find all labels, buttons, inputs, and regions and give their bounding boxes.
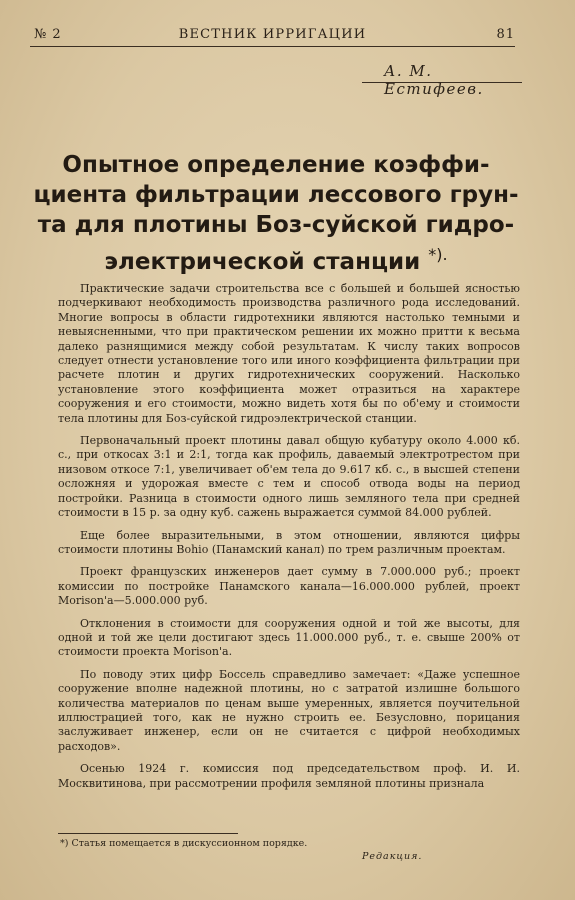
paragraph: Практические задачи строительства все с большей и большей ясностью подчеркивают необходимость производства различного рода исследований. Многие вопросы в области гидротехники являются настолько темными и невыясненными, что при практическом решении их можно притти к весьма далеко разнящимися между собой результатам. К числу таких вопросов следует отнести установление того или иного коэффициента фильтрации при расчете плотин и других гидротехнических сооружений. Насколько установление этого коэффициента может отразиться на характере сооружения и его стоимости, можно видеть хотя бы по об'ему и стоимости тела плотины для Боз-суйской гидроэлектрической станции.: [58, 282, 520, 425]
title-line: циента фильтрации лессового грун-: [33, 182, 519, 208]
issue-number: № 2: [34, 27, 62, 42]
title-line-text: электрической станции: [104, 249, 421, 275]
paragraph: Осенью 1924 г. комиссия под председательством проф. И. И. Москвитинова, при рассмотрении профиля земляной плотины признала: [58, 762, 520, 790]
title-line: Опытное определение коэффи-: [62, 152, 490, 178]
article-body: [58, 282, 520, 799]
article-title: [26, 150, 526, 277]
page-number: 81: [496, 27, 515, 42]
footnote-text: *) Статья помещается в дискуссионном порядке.: [60, 838, 308, 849]
footnote-signature: Редакция.: [362, 851, 423, 862]
author-block: [362, 60, 522, 98]
footnote-rule: [58, 833, 238, 834]
paragraph: По поводу этих цифр Боссель справедливо замечает: «Даже успешное сооружение вполне надежной плотины, но с затратой излишне большого количества материалов по ценам выше умеренных, является поучительной иллюстрацией того, как не нужно строить ее. Безусловно, порицания заслуживает инженер, если он не считается с цифрой необходимых расходов».: [58, 667, 520, 753]
title-line: [26, 240, 526, 277]
paragraph: Проект французских инженеров дает сумму в 7.000.000 руб.; проект комиссии по постройке Панамского канала—16.000.000 рублей, проект Morison'a—5.000.000 руб.: [58, 565, 520, 608]
paragraph: Отклонения в стоимости для сооружения одной и той же высоты, для одной и той же цели достигают здесь 11.000.000 руб., т. е. свыше 200% от стоимости проекта Morison'a.: [58, 616, 520, 659]
running-header: [30, 24, 515, 47]
author-name: А. М. Естифеев.: [384, 62, 484, 98]
paragraph: Еще более выразительными, в этом отношении, являются цифры стоимости плотины Bohio (Панамский канал) по трем различным проектам.: [58, 528, 520, 556]
title-footnote-mark: *).: [428, 245, 448, 264]
journal-title: ВЕСТНИК ИРРИГАЦИИ: [178, 27, 367, 42]
title-line: та для плотины Боз-суйской гидро-: [37, 212, 515, 238]
paragraph: Первоначальный проект плотины давал общую кубатуру около 4.000 кб. с., при откосах 3:1 и 2:1, тогда как профиль, даваемый электротрестом при низовом откосе 7:1, увеличивает об'ем тела до 9.617 кб. с., в высшей степени осложняя и удорожая вместе с тем и способ отвода воды на период постройки. Разница в стоимости одного лишь земляного тела при средней стоимости в 15 р. за одну куб. сажень выражается суммой 84.000 рублей.: [58, 434, 520, 520]
